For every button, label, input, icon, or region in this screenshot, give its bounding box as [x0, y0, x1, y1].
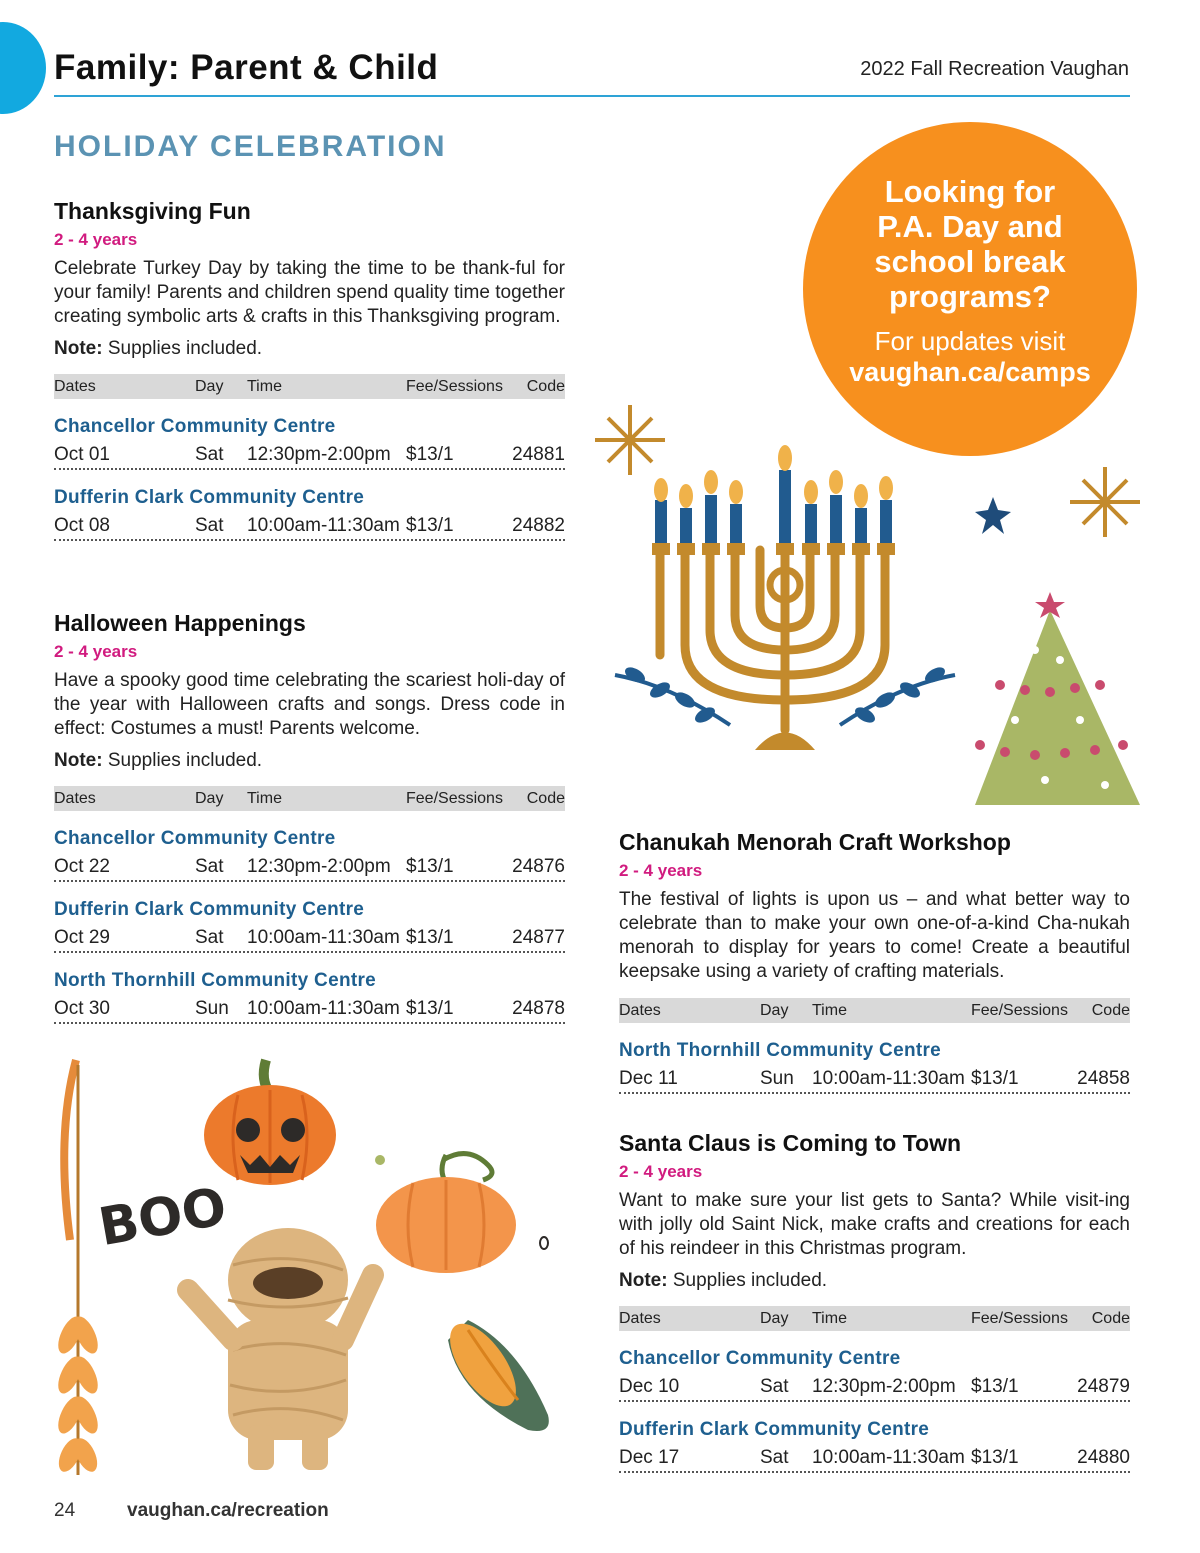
header-code: Code — [1091, 1310, 1130, 1327]
session-date: Oct 22 — [54, 856, 110, 877]
session-time: 10:00am-11:30am — [812, 1447, 965, 1468]
program-santa — [619, 1130, 1130, 1473]
christmas-tree-illustration — [955, 590, 1145, 815]
session-code: 24858 — [1077, 1068, 1130, 1089]
location-name: Chancellor Community Centre — [619, 1348, 901, 1369]
pumpkin-icon — [375, 1154, 548, 1273]
star-icon — [975, 497, 1011, 534]
page-tab-marker — [0, 22, 46, 114]
session-day: Sun — [195, 998, 229, 1019]
promo-heading-line: programs? — [889, 279, 1051, 314]
note-label: Note: — [54, 338, 103, 359]
table-row — [54, 925, 565, 953]
session-date: Oct 01 — [54, 444, 110, 465]
session-date: Oct 08 — [54, 515, 110, 536]
header-dates: Dates — [619, 1002, 661, 1019]
mummy-icon — [188, 1228, 373, 1470]
program-age: 2 - 4 years — [54, 230, 138, 249]
program-title: Santa Claus is Coming to Town — [619, 1130, 962, 1156]
schedule-table-header — [619, 998, 1130, 1023]
table-row — [619, 1374, 1130, 1402]
table-row — [619, 1066, 1130, 1094]
header-time: Time — [247, 378, 282, 395]
header-dates: Dates — [54, 790, 96, 807]
schedule-table-header — [54, 374, 565, 399]
program-description: The festival of lights is upon us – and what better way to celebrate than to make your own one-of-a-kind Cha-nukah menorah to display for years to come! Create a beautiful keepsake using a variety of crafting materials. — [619, 889, 1130, 982]
session-fee: $13/1 — [406, 444, 454, 465]
session-code: 24881 — [512, 444, 565, 465]
footer-url-link[interactable]: vaughan.ca/recreation — [127, 1500, 329, 1521]
program-note — [54, 750, 565, 772]
location-name: Chancellor Community Centre — [54, 828, 336, 849]
program-halloween — [54, 610, 565, 1024]
session-code: 24877 — [512, 927, 565, 948]
header-code: Code — [526, 790, 565, 807]
session-code: 24882 — [512, 515, 565, 536]
session-time: 10:00am-11:30am — [247, 515, 400, 536]
session-day: Sat — [195, 856, 224, 877]
program-age: 2 - 4 years — [619, 1162, 703, 1181]
wheat-icon — [53, 1060, 102, 1475]
halloween-illustration — [48, 1055, 568, 1485]
header-time: Time — [812, 1002, 847, 1019]
header-code: Code — [526, 378, 565, 395]
header-time: Time — [247, 790, 282, 807]
sparkle-icon — [595, 405, 665, 475]
session-date: Dec 17 — [619, 1447, 680, 1468]
corn-icon — [437, 1313, 548, 1431]
program-thanksgiving — [54, 198, 565, 541]
section-heading: HOLIDAY CELEBRATION — [54, 130, 447, 163]
location-name: Chancellor Community Centre — [54, 416, 336, 437]
session-time: 10:00am-11:30am — [247, 927, 400, 948]
header-day: Day — [195, 378, 224, 395]
promo-heading-line: school break — [874, 244, 1066, 279]
header-day: Day — [760, 1002, 789, 1019]
session-day: Sat — [195, 927, 224, 948]
session-time: 12:30pm-2:00pm — [812, 1376, 956, 1397]
program-description: Have a spooky good time celebrating the scariest holi-day of the year with Halloween crafts and songs. Dress code in effect: Costumes a must! Parents welcome. — [54, 670, 565, 739]
note-label: Note: — [619, 1270, 668, 1291]
location-name: North Thornhill Community Centre — [54, 970, 377, 991]
header-code: Code — [1091, 1002, 1130, 1019]
promo-url-link[interactable]: vaughan.ca/camps — [849, 357, 1091, 387]
boo-text: BOO — [94, 1176, 231, 1259]
table-row — [54, 513, 565, 541]
session-fee: $13/1 — [406, 927, 454, 948]
note-text: Supplies included. — [107, 750, 263, 771]
program-note — [54, 338, 565, 360]
session-time: 12:30pm-2:00pm — [247, 856, 391, 877]
header-day: Day — [195, 790, 224, 807]
menorah-illustration — [590, 400, 970, 760]
program-description: Celebrate Turkey Day by taking the time to be thank-ful for your family! Parents and children spend quality time together creating symbolic arts & crafts in this Thanksgiving program. — [54, 258, 565, 327]
session-fee: $13/1 — [971, 1068, 1019, 1089]
session-fee: $13/1 — [406, 856, 454, 877]
publication-title: 2022 Fall Recreation Vaughan — [860, 58, 1129, 80]
session-code: 24879 — [1077, 1376, 1130, 1397]
location-name: Dufferin Clark Community Centre — [54, 487, 365, 508]
session-day: Sat — [195, 444, 224, 465]
session-code: 24878 — [512, 998, 565, 1019]
session-fee: $13/1 — [406, 515, 454, 536]
header-day: Day — [760, 1310, 789, 1327]
note-text: Supplies included. — [107, 338, 263, 359]
promo-heading-line: Looking for — [884, 174, 1056, 209]
note-text: Supplies included. — [672, 1270, 828, 1291]
program-title: Chanukah Menorah Craft Workshop — [619, 829, 1011, 855]
table-row — [54, 854, 565, 882]
sparkle-icon — [965, 462, 1145, 552]
session-date: Oct 30 — [54, 998, 110, 1019]
header-divider — [54, 95, 1130, 97]
header-time: Time — [812, 1310, 847, 1327]
schedule-table-header — [619, 1306, 1130, 1331]
program-age: 2 - 4 years — [54, 642, 138, 661]
location-name: Dufferin Clark Community Centre — [619, 1419, 930, 1440]
session-day: Sun — [760, 1068, 794, 1089]
schedule-table-header — [54, 786, 565, 811]
header-fee: Fee/Sessions — [971, 1002, 1068, 1019]
page-title: Family: Parent & Child — [54, 48, 439, 87]
table-row — [619, 1445, 1130, 1473]
header-dates: Dates — [54, 378, 96, 395]
program-chanukah — [619, 829, 1130, 1094]
session-time: 10:00am-11:30am — [247, 998, 400, 1019]
header-fee: Fee/Sessions — [971, 1310, 1068, 1327]
session-date: Dec 10 — [619, 1376, 680, 1397]
header-fee: Fee/Sessions — [406, 378, 503, 395]
program-description: Want to make sure your list gets to Santa? While visit-ing with jolly old Saint Nick, make crafts and creations for each of his reindeer in this Christmas program. — [619, 1190, 1130, 1259]
session-fee: $13/1 — [971, 1376, 1019, 1397]
session-code: 24880 — [1077, 1447, 1130, 1468]
session-code: 24876 — [512, 856, 565, 877]
program-age: 2 - 4 years — [619, 861, 703, 880]
session-time: 12:30pm-2:00pm — [247, 444, 391, 465]
note-label: Note: — [54, 750, 103, 771]
session-day: Sat — [760, 1447, 789, 1468]
header-fee: Fee/Sessions — [406, 790, 503, 807]
program-title: Thanksgiving Fun — [54, 198, 251, 224]
table-row — [54, 996, 565, 1024]
session-fee: $13/1 — [406, 998, 454, 1019]
page-number: 24 — [54, 1500, 76, 1521]
program-title: Halloween Happenings — [54, 610, 306, 636]
session-date: Oct 29 — [54, 927, 110, 948]
program-note — [619, 1270, 1130, 1292]
session-date: Dec 11 — [619, 1068, 678, 1089]
session-fee: $13/1 — [971, 1447, 1019, 1468]
promo-heading-line: P.A. Day and — [877, 209, 1063, 244]
session-day: Sat — [195, 515, 224, 536]
location-name: North Thornhill Community Centre — [619, 1040, 942, 1061]
session-day: Sat — [760, 1376, 789, 1397]
location-name: Dufferin Clark Community Centre — [54, 899, 365, 920]
jack-o-lantern-icon — [204, 1060, 336, 1185]
session-time: 10:00am-11:30am — [812, 1068, 965, 1089]
header-dates: Dates — [619, 1310, 661, 1327]
promo-subtext: For updates visit — [874, 326, 1066, 356]
table-row — [54, 442, 565, 470]
promo-heading — [803, 174, 1137, 314]
